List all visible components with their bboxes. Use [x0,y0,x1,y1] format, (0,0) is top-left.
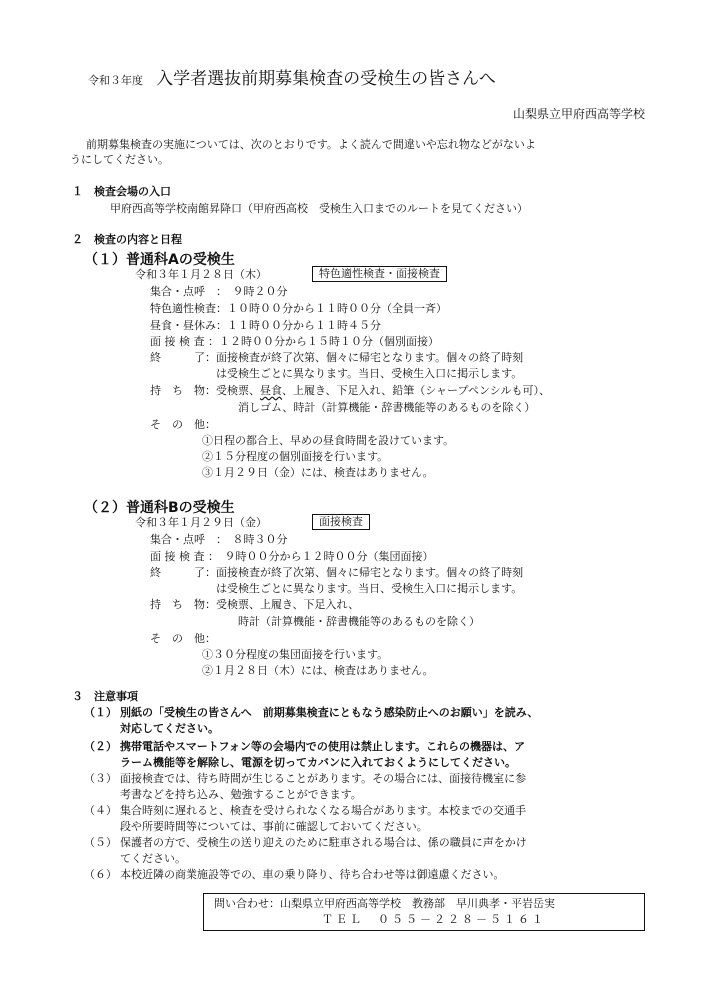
notice-item-text: 集合時刻に遅れると、検査を受けられなくなる場合があります。本校までの交通手 [120,804,527,817]
belongings-lunch-emphasis: 昼食 [260,384,282,397]
course-b-line: は受検生ごとに異なります。当日、受検生入口に掲示します。 [150,582,523,595]
course-b-title: （２）普通科Bの受検生 [84,500,235,516]
notice-item-text: 別紙の「受検生の皆さんへ 前期募集検査にともなう感染防止へのお願い」を読み、 [120,706,539,719]
title-line [88,64,496,89]
belongings-item: 受検票、 [216,384,260,397]
course-a-other-label: そ の 他： [150,418,216,431]
notice-item-text: 対応してください。 [120,722,219,735]
belongings-label: 持 ち 物： [150,384,216,397]
school-name: 山梨県立甲府西高等学校 [512,107,645,121]
course-b-line: 面 接 検 査 ： ９時００分から１２時００分（集団面接） [150,550,434,563]
notice-item-number: （３） [84,772,117,785]
notice-item-text: 本校近隣の商業施設等での、車の乗り降り、待ち合わせ等は御遠慮ください。 [120,868,505,881]
notice-item-number: （１） [84,706,117,719]
section2-heading: ２ 検査の内容と日程 [72,233,182,246]
course-b-line: 集合・点呼 ： ８時３０分 [150,533,288,546]
notice-item-text: 面接検査では、待ち時間が生じることがあります。その場合には、面接待機室に参 [120,772,527,785]
contact-box [203,893,645,931]
notice-item-number: （５） [84,836,117,849]
course-a-belongings [150,384,550,398]
fiscal-year-label: 令和３年度 [88,74,143,87]
notice-item-text: ラーム機能等を解除し、電源を切ってカバンに入れておくようにしてください。 [120,756,516,769]
belongings-item: 、上履き、下足入れ、鉛筆（シャープペンシルも可）、 [282,384,550,397]
course-a-line: 集合・点呼 ： ９時２０分 [150,285,288,298]
course-a-line: 特色適性検査：１０時００分から１１時００分（全員一斉） [150,302,447,315]
course-a-line: 面 接 検 査 ：１２時００分から１５時１０分（個別面接） [150,335,439,348]
section1-heading: １ 検査会場の入口 [72,185,171,198]
section3-heading: ３ 注意事項 [72,690,138,703]
intro-line-1: 前期募集検査の実施については、次のとおりです。よく読んで間違いや忘れ物などがないよ [86,138,536,151]
contact-phone: ＴＥＬ ０５５－２２８－５１６１ [322,913,546,926]
course-b-belongings [150,598,359,612]
course-a-exam-type-box: 特色適性検査・面接検査 [312,266,447,282]
course-a-title: （１）普通科Aの受検生 [84,252,235,268]
course-b-belongings-2: 時計（計算機能・辞書機能等のあるものを除く） [238,615,480,628]
notice-item-number: （２） [84,740,117,753]
notice-item-text: 携帯電話やスマートフォン等の会場内での使用は禁止します。これらの機器は、ア [120,740,526,753]
course-a-line: 昼食・昼休み：１１時００分から１１時４５分 [150,319,381,332]
course-a-note: ③１月２９日（金）には、検査はありません。 [202,466,434,479]
belongings-label: 持 ち 物： [150,598,216,611]
notice-item-number: （４） [84,804,117,817]
course-b-date: 令和３年１月２９日（金） [135,516,267,529]
belongings-item: 受検票、上履き、下足入れ、 [216,598,360,611]
course-b-note: ②１月２８日（木）には、検査はありません。 [202,664,434,677]
notice-item-text: 考書などを持ち込み、勉強することができます。 [120,788,362,801]
page-title: 入学者選抜前期募集検査の受検生の皆さんへ [156,69,496,89]
course-b-other-label: そ の 他： [150,632,216,645]
intro-line-2: うにしてください。 [70,153,169,166]
course-a-note: ①日程の都合上、早めの昼食時間を設けています。 [202,434,455,447]
course-a-line: は受検生ごとに異なります。当日、受検生入口に掲示します。 [150,367,523,380]
notice-item-number: （６） [84,868,117,881]
course-a-date: 令和３年１月２８日（木） [135,268,267,281]
course-b-exam-type-box: 面接検査 [312,514,370,530]
section1-body: 甲府西高等学校南館昇降口（甲府西高校 受検生入口までのルートを見てください） [110,202,528,215]
course-b-note: ①３０分程度の集団面接を行います。 [202,648,389,661]
contact-line: 問い合わせ：山梨県立甲府西高等学校 教務部 早川典孝・平岩岳実 [214,897,555,910]
course-a-belongings-2: 消しゴム、時計（計算機能・辞書機能等のあるものを除く） [238,401,536,414]
course-a-note: ②１５分程度の個別面接を行います。 [202,450,389,463]
course-b-line: 終 了：面接検査が終了次第、個々に帰宅となります。個々の終了時刻 [150,566,524,579]
course-a-line: 終 了：面接検査が終了次第、個々に帰宅となります。個々の終了時刻 [150,351,524,364]
notice-item-text: 段や所要時間等については、事前に確認しておいてください。 [120,820,428,833]
notice-item-text: てください。 [120,852,186,865]
notice-item-text: 保護者の方で、受検生の送り迎えのために駐車される場合は、係の職員に声をかけ [120,836,527,849]
